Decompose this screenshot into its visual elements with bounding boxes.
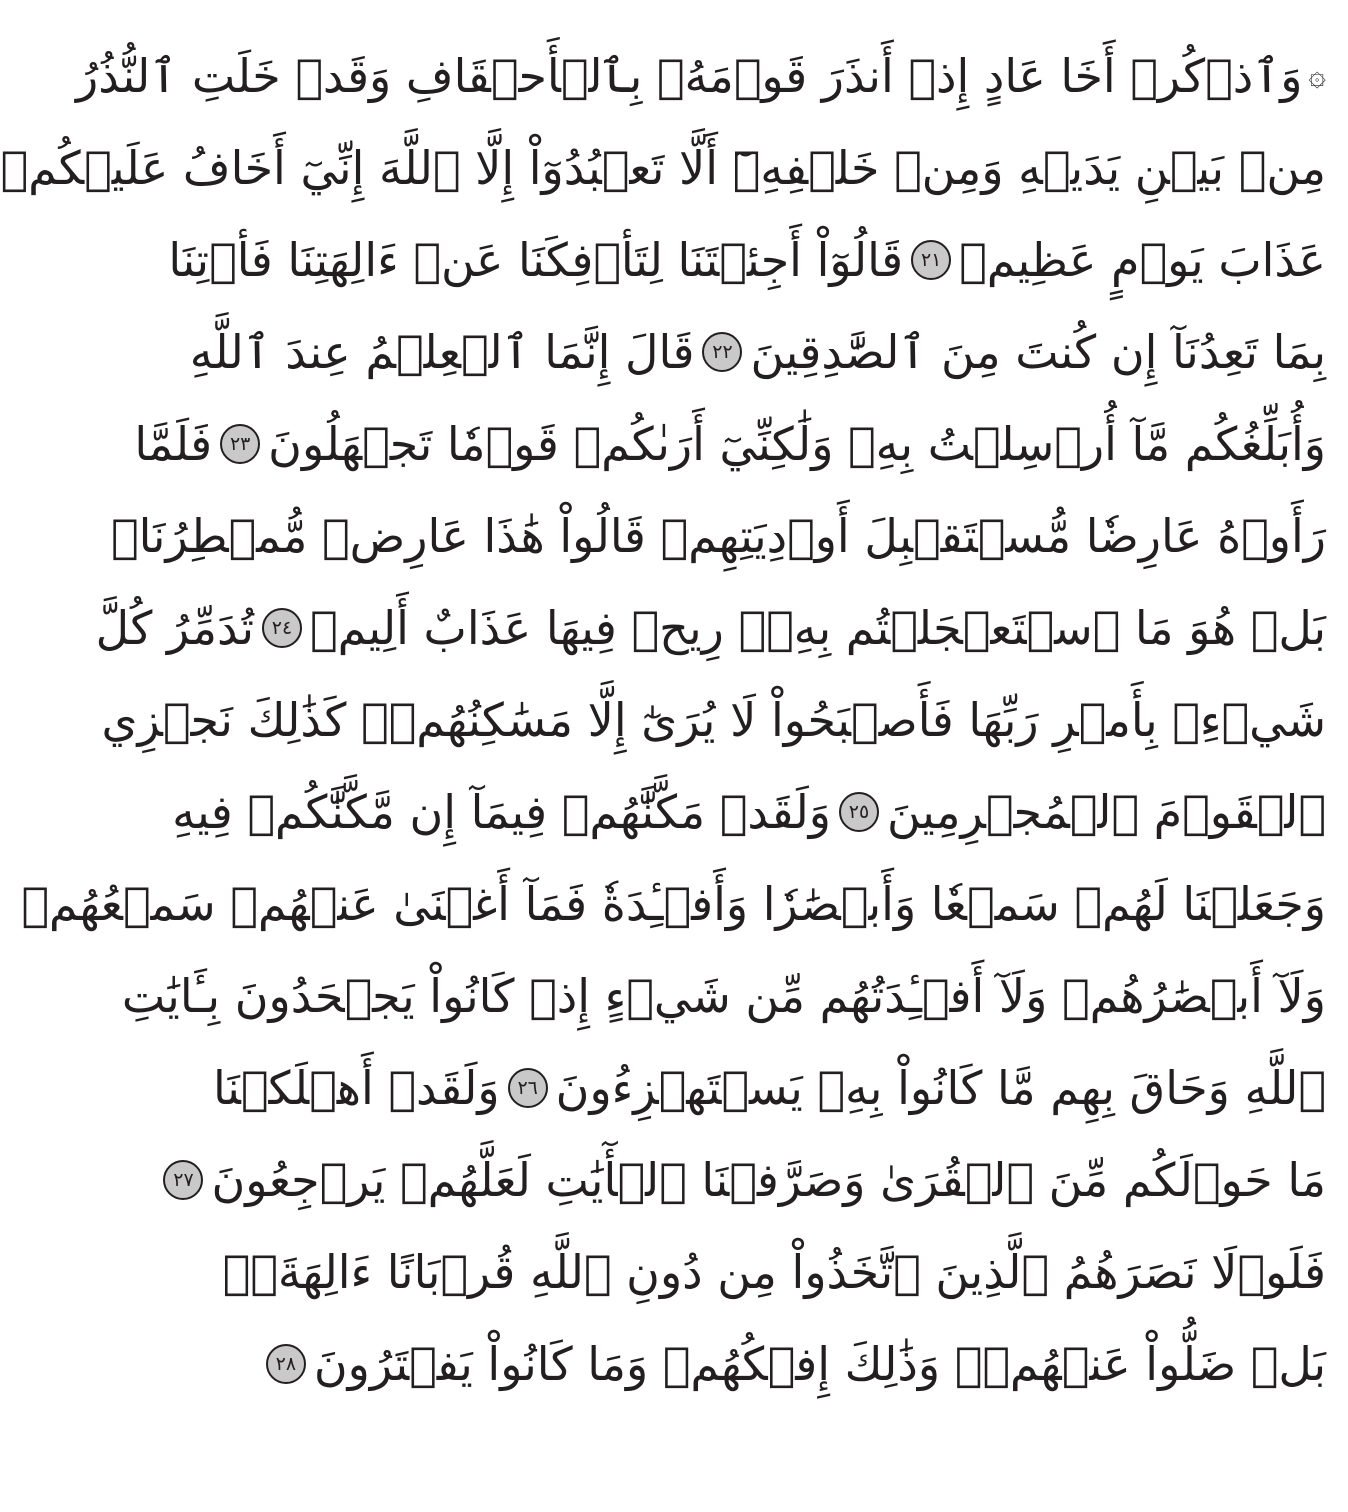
verse-text: قَالُوٓاْ أَجِئۡتَنَا لِتَأۡفِكَنَا عَنۡ ءَالِهَتِنَا فَأۡتِنَا bbox=[168, 233, 904, 287]
text-line bbox=[213, 1042, 1326, 1134]
text-line bbox=[76, 30, 1326, 122]
ayah-number-marker: ٢٦ bbox=[508, 1068, 548, 1108]
text-line bbox=[0, 122, 1326, 214]
verse-text: مَا حَوۡلَكُم مِّنَ ٱلۡقُرَىٰ وَصَرَّفۡنَا ٱلۡأٓيَٰتِ لَعَلَّهُمۡ يَرۡجِعُونَ bbox=[211, 1153, 1326, 1207]
text-line bbox=[121, 950, 1326, 1042]
ayah-number-marker: ٢٧ bbox=[163, 1160, 203, 1200]
verse-text: بَلۡ ضَلُّواْ عَنۡهُمۡۚ وَذَٰلِكَ إِفۡكُهُمۡ وَمَا كَانُواْ يَفۡتَرُونَ bbox=[313, 1337, 1326, 1391]
verse-text: عَذَابَ يَوۡمٍ عَظِيمٖ bbox=[959, 233, 1326, 287]
verse-text: فَلَمَّا bbox=[134, 417, 213, 471]
verse-text: شَيۡءِۭ بِأَمۡرِ رَبِّهَا فَأَصۡبَحُواْ لَا يُرَىٰٓ إِلَّا مَسَٰكِنُهُمۡۚ كَذَٰلِكَ نَجۡزِي bbox=[101, 693, 1326, 747]
text-line bbox=[95, 582, 1326, 674]
text-line bbox=[21, 858, 1326, 950]
verse-text: مِنۢ بَيۡنِ يَدَيۡهِ وَمِنۡ خَلۡفِهِۦٓ أَلَّا تَعۡبُدُوٓاْ إِلَّا ٱللَّهَ إِنِّيٓ أَخَافُ عَلَيۡكُمۡ bbox=[0, 141, 1326, 195]
verse-text: ٱللَّهِ وَحَاقَ بِهِم مَّا كَانُواْ بِهِۦ يَسۡتَهۡزِءُونَ bbox=[555, 1061, 1326, 1115]
verse-text: وَلَقَدۡ أَهۡلَكۡنَا bbox=[213, 1061, 500, 1115]
text-line bbox=[173, 1134, 1326, 1226]
verse-text: وَأُبَلِّغُكُم مَّآ أُرۡسِلۡتُ بِهِۦ وَلَٰكِنِّيٓ أَرَىٰكُمۡ قَوۡمٗا تَجۡهَلُونَ bbox=[268, 417, 1326, 471]
text-line bbox=[172, 766, 1326, 858]
text-line bbox=[111, 490, 1326, 582]
ayah-number-marker: ٢٨ bbox=[266, 1344, 306, 1384]
text-line bbox=[222, 1226, 1326, 1318]
verse-text: قَالَ إِنَّمَا ٱلۡعِلۡمُ عِندَ ٱللَّهِ bbox=[189, 325, 695, 379]
ayah-number-marker: ٢٢ bbox=[702, 332, 742, 372]
hizb-quarter-mark: ۞ bbox=[1308, 58, 1326, 93]
verse-text: وَلَقَدۡ مَكَّنَّٰهُمۡ فِيمَآ إِن مَّكَّنَّٰكُمۡ فِيهِ bbox=[172, 785, 831, 839]
verse-text: بِمَا تَعِدُنَآ إِن كُنتَ مِنَ ٱلصَّٰدِقِينَ bbox=[750, 325, 1326, 379]
text-line bbox=[134, 398, 1326, 490]
ayah-number-marker: ٢٥ bbox=[839, 792, 879, 832]
verse-text: وَلَآ أَبۡصَٰرُهُمۡ وَلَآ أَفۡـِٔدَتُهُم مِّن شَيۡءٍ إِذۡ كَانُواْ يَجۡحَدُونَ بِـَٔايَٰتِ bbox=[121, 969, 1326, 1023]
verse-text: وَٱذۡكُرۡ أَخَا عَادٍ إِذۡ أَنذَرَ قَوۡمَهُۥ بِٱلۡأَحۡقَافِ وَقَدۡ خَلَتِ ٱلنُّذُرُ bbox=[76, 49, 1303, 103]
text-line bbox=[189, 306, 1326, 398]
page-lines bbox=[0, 30, 1326, 1410]
ayah-number-marker: ٢٣ bbox=[220, 424, 260, 464]
verse-text: رَأَوۡهُ عَارِضٗا مُّسۡتَقۡبِلَ أَوۡدِيَتِهِمۡ قَالُواْ هَٰذَا عَارِضٞ مُّمۡطِرُنَاۚ bbox=[111, 509, 1326, 563]
text-line bbox=[275, 1318, 1326, 1410]
ayah-number-marker: ٢٤ bbox=[262, 608, 302, 648]
verse-text: وَجَعَلۡنَا لَهُمۡ سَمۡعٗا وَأَبۡصَٰرٗا وَأَفۡـِٔدَةٗ فَمَآ أَغۡنَىٰ عَنۡهُمۡ سَمۡعُهُمۡ bbox=[21, 877, 1326, 931]
text-line bbox=[101, 674, 1326, 766]
text-line bbox=[168, 214, 1326, 306]
ayah-number-marker: ٢١ bbox=[911, 240, 951, 280]
verse-text: بَلۡ هُوَ مَا ٱسۡتَعۡجَلۡتُم بِهِۦۖ رِيحٞ فِيهَا عَذَابٌ أَلِيمٞ bbox=[310, 601, 1326, 655]
verse-text: تُدَمِّرُ كُلَّ bbox=[95, 601, 254, 655]
verse-text: ٱلۡقَوۡمَ ٱلۡمُجۡرِمِينَ bbox=[887, 785, 1326, 839]
verse-text: فَلَوۡلَا نَصَرَهُمُ ٱلَّذِينَ ٱتَّخَذُواْ مِن دُونِ ٱللَّهِ قُرۡبَانًا ءَالِهَةَۢۖ bbox=[222, 1245, 1326, 1299]
